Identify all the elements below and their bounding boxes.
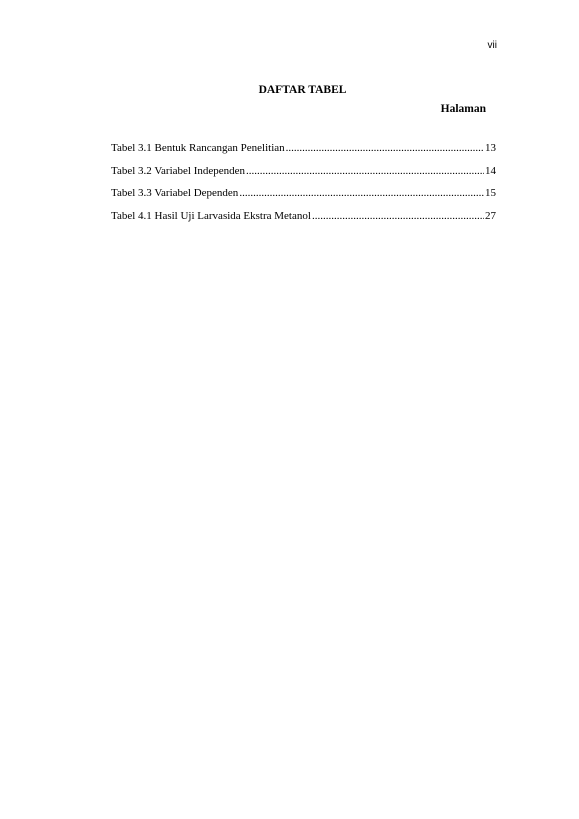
dot-leader xyxy=(312,209,484,223)
table-entry-label: Tabel 3.3 Variabel Dependen xyxy=(111,187,239,199)
table-list-item[interactable] xyxy=(111,186,496,200)
page-column-header: Halaman xyxy=(440,103,486,115)
table-list xyxy=(111,141,496,231)
table-entry-page: 13 xyxy=(485,142,496,154)
table-entry-label: Tabel 4.1 Hasil Uji Larvasida Ekstra Metanol xyxy=(111,209,311,222)
table-entry-page: 14 xyxy=(485,164,496,177)
dot-leader xyxy=(246,164,484,178)
table-entry-page: 15 xyxy=(485,187,496,199)
table-list-item[interactable] xyxy=(111,209,496,223)
table-entry-page: 27 xyxy=(485,209,496,222)
table-entry-label: Tabel 3.2 Variabel Independen xyxy=(111,164,246,177)
page-title: DAFTAR TABEL xyxy=(258,84,347,96)
page-number: vii xyxy=(487,40,497,51)
table-list-item[interactable] xyxy=(111,164,496,178)
table-list-item[interactable] xyxy=(111,141,496,155)
table-entry-label: Tabel 3.1 Bentuk Rancangan Penelitian xyxy=(111,142,285,154)
dot-leader xyxy=(239,186,484,200)
dot-leader xyxy=(286,141,484,155)
